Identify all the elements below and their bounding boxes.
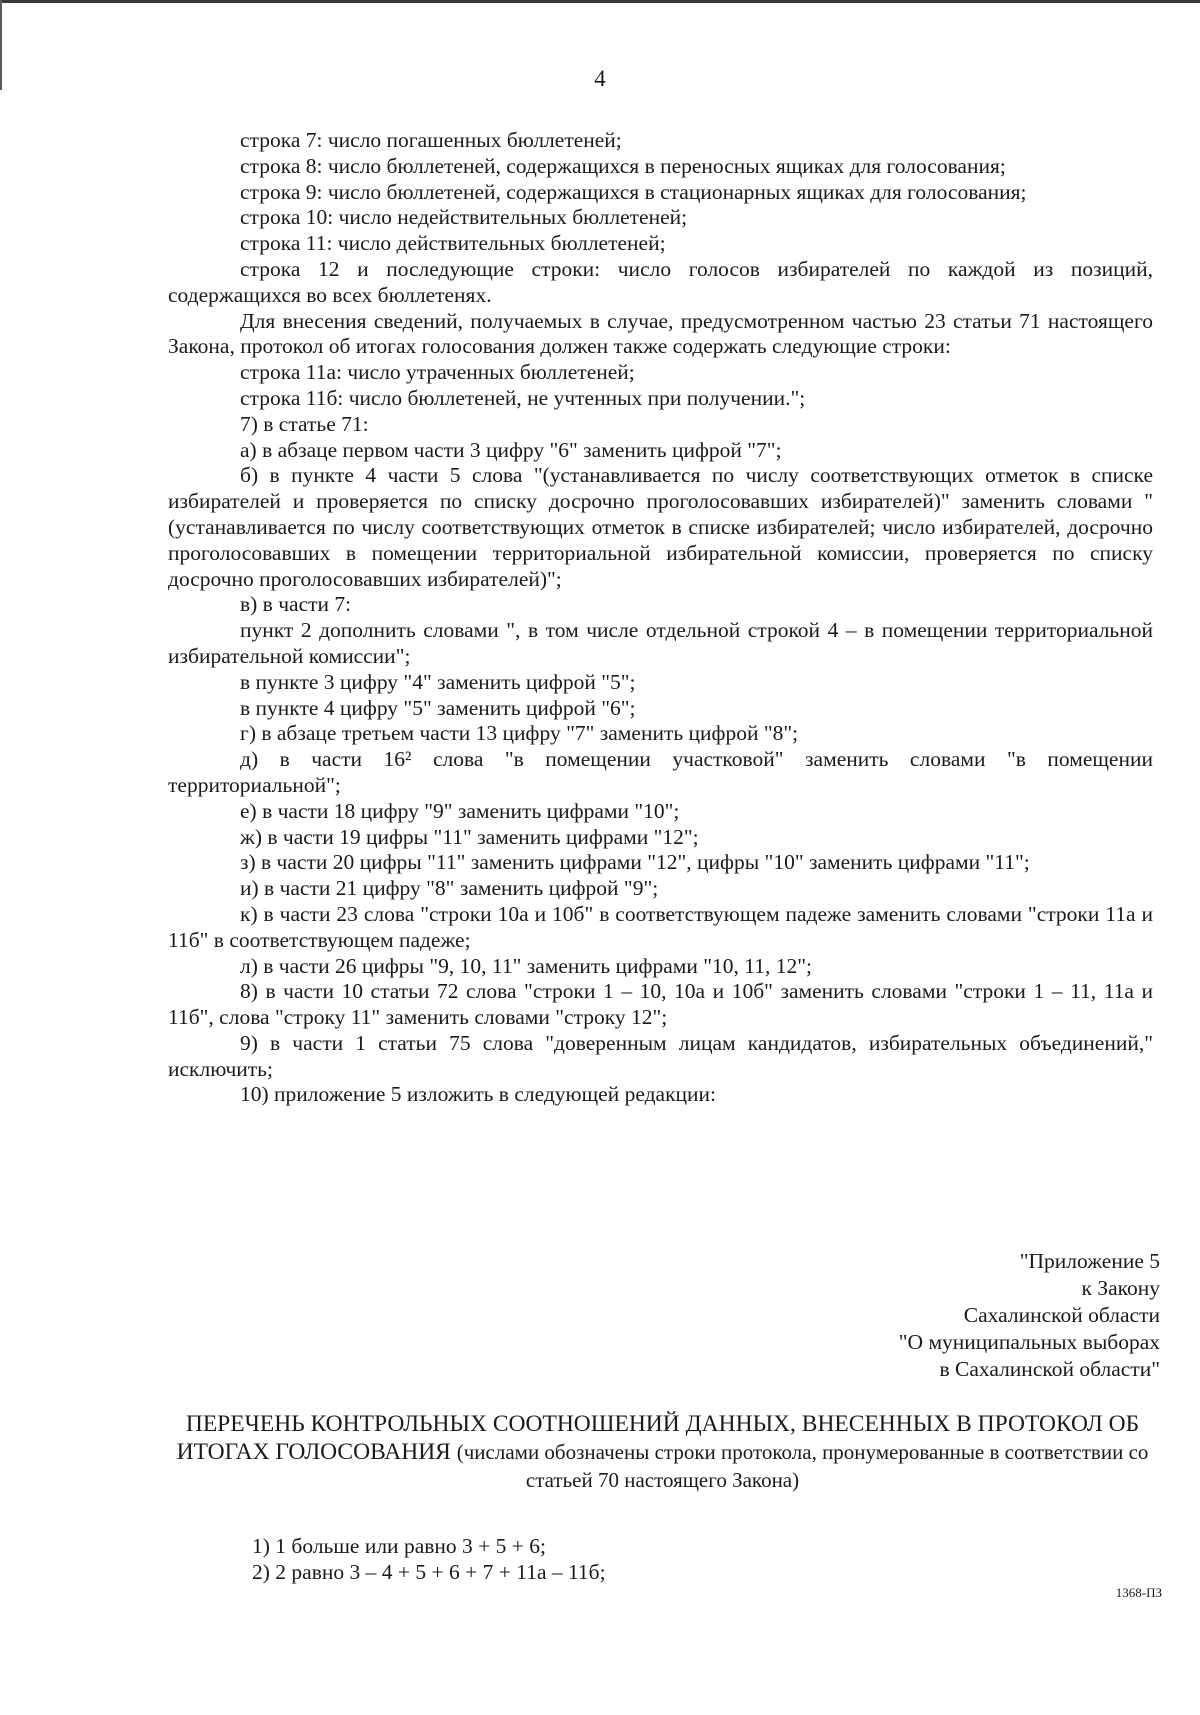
appendix-ref-line: в Сахалинской области" <box>939 1357 1160 1381</box>
paragraph: 10) приложение 5 изложить в следующей редакции: <box>240 1082 717 1107</box>
paragraph: д) в части 16² слова "в помещении участковой" заменить словами "в помещении территориальной"; <box>168 747 1153 797</box>
section-title-main: ПЕРЕЧЕНЬ КОНТРОЛЬНЫХ СООТНОШЕНИЙ ДАННЫХ, ВНЕСЕННЫХ В ПРОТОКОЛ ОБ ИТОГАХ ГОЛОСОВАНИЯ <box>176 1411 1140 1465</box>
appendix-reference <box>899 1248 1160 1383</box>
paragraph: ж) в части 19 цифры "11" заменить цифрами "12"; <box>240 824 699 849</box>
paragraph: 7) в статье 71: <box>240 411 369 436</box>
appendix-ref-line: "О муниципальных выборах <box>898 1330 1160 1354</box>
paragraph: строка 11: число действительных бюллетеней; <box>240 231 666 256</box>
paragraph: строка 7: число погашенных бюллетеней; <box>240 128 622 152</box>
section-title <box>170 1410 1155 1494</box>
formula-list <box>252 1533 606 1585</box>
formula-item: 1) 1 больше или равно 3 + 5 + 6; <box>252 1534 546 1558</box>
paragraph: е) в части 18 цифру "9" заменить цифрами "10"; <box>240 798 680 823</box>
appendix-ref-line: "Приложение 5 <box>1019 1249 1160 1273</box>
section-title-sub: (числами обозначены строки протокола, пронумерованные в соответствии со статьей 70 настоящего Закона) <box>456 1440 1149 1492</box>
paragraph: пункт 2 дополнить словами ", в том числе отдельной строкой 4 – в помещении территориальной избирательной комиссии"; <box>168 618 1153 668</box>
paragraph: л) в части 26 цифры "9, 10, 11" заменить цифрами "10, 11, 12"; <box>240 953 812 978</box>
paragraph: строка 12 и последующие строки: число голосов избирателей по каждой из позиций, содержащихся во всех бюллетенях. <box>168 256 1153 307</box>
page-number: 4 <box>594 66 606 91</box>
paragraph: в пункте 4 цифру "5" заменить цифрой "6"; <box>240 695 636 720</box>
paragraph: к) в части 23 слова "строки 10а и 10б" в соответствующем падеже заменить словами "строки 11а и 11б" в соответствующем падеже; <box>168 901 1153 952</box>
document-code: 1368-ПЗ <box>1115 1585 1162 1600</box>
paragraph: строка 9: число бюллетеней, содержащихся в стационарных ящиках для голосования; <box>240 179 1027 204</box>
appendix-ref-line: к Закону <box>1081 1276 1160 1300</box>
document-body <box>168 128 1153 1108</box>
paragraph: и) в части 21 цифру "8" заменить цифрой "9"; <box>240 876 659 901</box>
paragraph: а) в абзаце первом части 3 цифру "6" заменить цифрой "7"; <box>240 437 782 462</box>
paragraph: г) в абзаце третьем части 13 цифру "7" заменить цифрой "8"; <box>240 721 799 746</box>
appendix-ref-line: Сахалинской области <box>963 1303 1160 1327</box>
paragraph: строка 10: число недействительных бюллетеней; <box>240 205 688 230</box>
paragraph: Для внесения сведений, получаемых в случае, предусмотренном частью 23 статьи 71 настоящего Закона, протокол об итогах голосования должен также содержать следующие строки: <box>168 308 1153 359</box>
paragraph: з) в части 20 цифры "11" заменить цифрами "12", цифры "10" заменить цифрами "11"; <box>240 850 1030 875</box>
paragraph: строка 11а: число утраченных бюллетеней; <box>240 360 635 385</box>
formula-item: 2) 2 равно 3 – 4 + 5 + 6 + 7 + 11а – 11б; <box>252 1560 606 1584</box>
paragraph: 8) в части 10 статьи 72 слова "строки 1 – 10, 10а и 10б" заменить словами "строки 1 – 11, 11а и 11б", слова "строку 11" заменить словами "строку 12"; <box>168 979 1153 1030</box>
paragraph: 9) в части 1 статьи 75 слова "доверенным лицам кандидатов, избирательных объединений," исключить; <box>168 1030 1153 1081</box>
paragraph: б) в пункте 4 части 5 слова "(устанавливается по числу соответствующих отметок в списке избирателей и проверяется по списку досрочно проголосовавших избирателей)" заменить словами "(устанавливается по числу соответствующих отметок в списке избирателей; число избирателей, досрочно проголосовавших в помещении территориальной избирательной комиссии, проверяется по списку досрочно проголосовавших избирателей)"; <box>168 463 1153 591</box>
paragraph: в пункте 3 цифру "4" заменить цифрой "5"; <box>240 669 636 694</box>
paragraph: в) в части 7: <box>240 592 352 617</box>
paragraph: строка 8: число бюллетеней, содержащихся в переносных ящиках для голосования; <box>240 153 1006 178</box>
paragraph: строка 11б: число бюллетеней, не учтенных при получении."; <box>240 385 806 410</box>
scan-top-edge <box>0 0 1200 3</box>
